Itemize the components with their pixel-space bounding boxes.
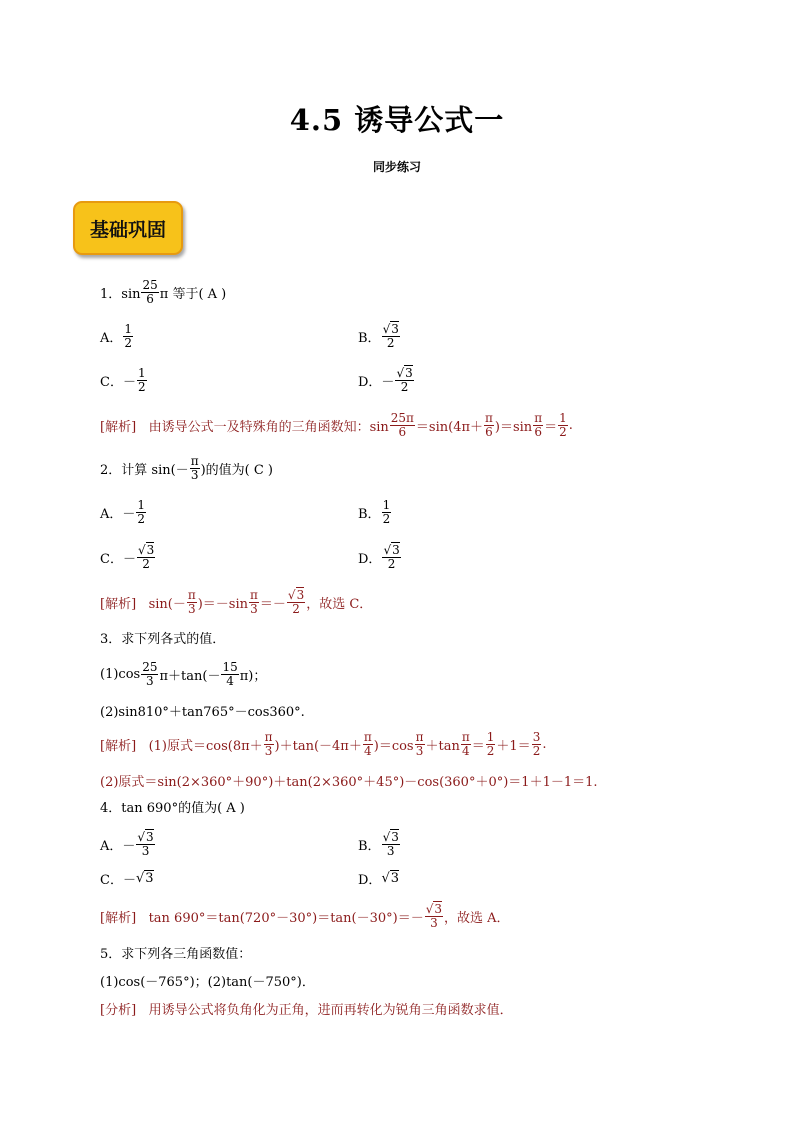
q1-analysis: [解析] 由诱导公式一及特殊角的三角函数知：sin $\frac{25\pi}{6}$ ＝sin(4π＋ $\frac{\pi}{6}$ )＝sin $\frac{\pi}{6}$ ＝ $\frac{1}{2}$ . xyxy=(100,410,573,439)
q2-option-b[interactable]: B． $\frac{1}{2}$ xyxy=(358,497,391,526)
q3-part-1: (1)cos $\frac{25}{3}$ π＋tan(－ $\frac{15}{4}$ π)； xyxy=(100,659,267,688)
q4-option-d[interactable]: D． √3 xyxy=(358,870,400,888)
q4-option-a[interactable]: A．－ $\frac{√3}{3}$ xyxy=(100,829,154,858)
analysis-label: [解析] xyxy=(100,596,137,612)
q3-analysis-2: (2)原式＝sin(2×360°＋90°)＋tan(2×360°＋45°)－cos(360°＋0°)＝1＋1－1＝1. xyxy=(100,774,598,790)
analysis-label: [解析] xyxy=(100,419,137,435)
q2-option-d[interactable]: D． $\frac{√3}{2}$ xyxy=(358,542,400,571)
analysis-label: [分析] xyxy=(100,1002,137,1018)
q1-option-b[interactable]: B． $\frac{√3}{2}$ xyxy=(358,321,399,350)
question-1 xyxy=(100,272,226,312)
q5-parts: (1)cos(－765°)；(2)tan(－750°)． xyxy=(100,974,315,990)
page-title: 4.5 诱导公式一 xyxy=(289,103,505,137)
q1-option-a[interactable]: A． $\frac{1}{2}$ xyxy=(100,321,133,350)
q1-suffix: π 等于( A ) xyxy=(159,286,227,302)
q2-option-a[interactable]: A．－ $\frac{1}{2}$ xyxy=(100,497,146,526)
q1-option-d[interactable]: D．－ $\frac{√3}{2}$ xyxy=(358,365,413,394)
q2-option-c[interactable]: C．－ $\frac{√3}{2}$ xyxy=(100,542,155,571)
analysis-label: [解析] xyxy=(100,738,137,754)
q2-analysis: [解析] sin(－ $\frac{\pi}{3}$ )＝－sin $\frac{\pi}{3}$ ＝－ $\frac{√3}{2}$ ，故选 C． xyxy=(100,587,373,616)
q4-option-c[interactable]: C．－ √3 xyxy=(100,870,154,888)
q3-analysis-1: [解析] (1)原式＝cos(8π＋ $\frac{\pi}{3}$ )＋tan(－4π＋ $\frac{\pi}{4}$ )＝cos $\frac{\pi}{3}$ ＋tan $\frac{\pi}{4}$ ＝ $\frac{1}{2}$ ＋1＝ $\frac{3}{2}$ . xyxy=(100,729,547,758)
q4-option-b[interactable]: B． $\frac{√3}{3}$ xyxy=(358,829,399,858)
page-subtitle: 同步练习 xyxy=(372,160,421,174)
q4-analysis: [解析] tan 690°＝tan(720°－30°)＝tan(－30°)＝－ $\frac{√3}{3}$ ，故选 A． xyxy=(100,901,510,930)
section-badge: 基础巩固 xyxy=(73,201,183,255)
q5-analysis: [分析] 用诱导公式将负角化为正角，进而再转化为锐角三角函数求值． xyxy=(100,988,513,1028)
analysis-label: [解析] xyxy=(100,910,137,926)
question-5: 5．求下列各三角函数值： xyxy=(100,946,252,962)
question-3: 3．求下列各式的值． xyxy=(100,631,226,647)
q1-fraction: $\frac{25}{6}$ xyxy=(142,277,158,306)
question-2: 2．计算 sin(－ $\frac{\pi}{3}$ )的值为( C ) xyxy=(100,453,274,482)
q3-part-2: (2)sin810°＋tan765°－cos360°. xyxy=(100,704,305,720)
q1-prefix: 1．sin xyxy=(100,286,141,302)
q1-option-c[interactable]: C．－ $\frac{1}{2}$ xyxy=(100,365,146,394)
question-4: 4．tan 690°的值为( A ) xyxy=(100,800,245,816)
